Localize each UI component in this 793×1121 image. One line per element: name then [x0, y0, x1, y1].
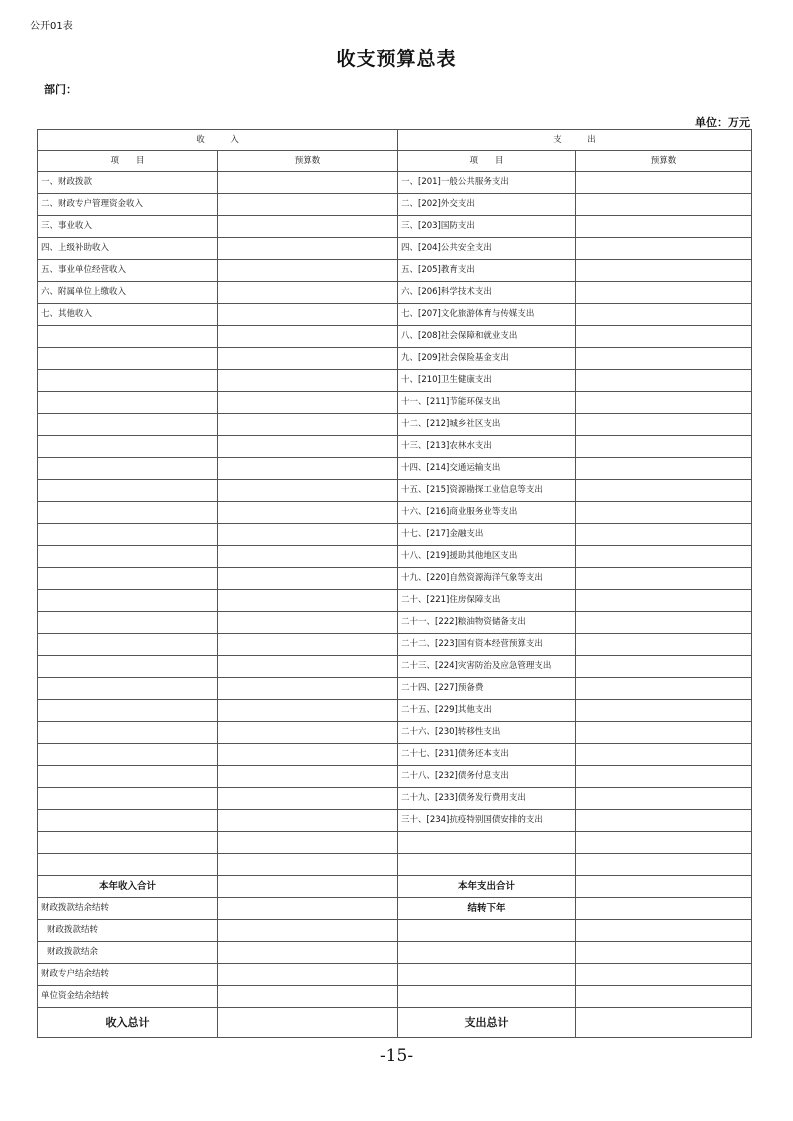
expense-budget-cell [576, 656, 752, 678]
income-header: 收 入 [38, 130, 398, 151]
income-budget-cell [218, 700, 398, 722]
table-row [38, 414, 752, 436]
table-row [38, 370, 752, 392]
expense-item-cell: 一、[201]一般公共服务支出 [398, 172, 576, 194]
income-budget-cell [218, 788, 398, 810]
expense-budget-cell [576, 282, 752, 304]
income-item-cell [38, 392, 218, 414]
income-budget-cell [218, 414, 398, 436]
expense-budget-cell [576, 436, 752, 458]
unit-label: 单位：万元 [695, 116, 750, 129]
expense-item-header: 项 目 [398, 151, 576, 172]
expense-item-cell: 十七、[217]金融支出 [398, 524, 576, 546]
expense-item-cell: 四、[204]公共安全支出 [398, 238, 576, 260]
summary-value-cell [218, 1008, 398, 1038]
expense-budget-cell [576, 568, 752, 590]
expense-budget-cell [576, 722, 752, 744]
summary-row [38, 898, 752, 920]
table-row [38, 766, 752, 788]
income-budget-cell [218, 524, 398, 546]
income-total-year-label: 本年收入合计 [38, 876, 218, 898]
expense-item-cell: 十九、[220]自然资源海洋气象等支出 [398, 568, 576, 590]
summary-value-cell [576, 986, 752, 1008]
expense-item-cell: 十、[210]卫生健康支出 [398, 370, 576, 392]
income-budget-cell [218, 282, 398, 304]
income-item-cell [38, 744, 218, 766]
income-budget-cell [218, 436, 398, 458]
table-row [38, 546, 752, 568]
expense-budget-cell [576, 744, 752, 766]
income-budget-cell [218, 392, 398, 414]
fiscal-surplus-label: 财政拨款结余 [38, 942, 218, 964]
expense-item-cell: 二、[202]外交支出 [398, 194, 576, 216]
summary-value-cell [218, 876, 398, 898]
table-row [38, 722, 752, 744]
expense-item-cell: 二十五、[229]其他支出 [398, 700, 576, 722]
table-row [38, 634, 752, 656]
table-row [38, 524, 752, 546]
income-budget-cell [218, 348, 398, 370]
page-title: 收支预算总表 [336, 48, 457, 70]
income-budget-cell [218, 480, 398, 502]
expense-grand-total-label: 支出总计 [398, 1008, 576, 1038]
table-row [38, 216, 752, 238]
income-item-cell [38, 612, 218, 634]
expense-item-cell: 十八、[219]援助其他地区支出 [398, 546, 576, 568]
income-budget-cell [218, 238, 398, 260]
income-budget-cell [218, 810, 398, 832]
expense-item-cell: 二十九、[233]债务发行费用支出 [398, 788, 576, 810]
income-item-cell: 五、事业单位经营收入 [38, 260, 218, 282]
expense-item-cell: 十三、[213]农林水支出 [398, 436, 576, 458]
table-row [38, 458, 752, 480]
expense-budget-cell [576, 634, 752, 656]
table-row [38, 854, 752, 876]
expense-item-cell: 十五、[215]资源勘探工业信息等支出 [398, 480, 576, 502]
income-item-cell [38, 502, 218, 524]
expense-budget-cell [576, 546, 752, 568]
expense-item-cell: 二十、[221]住房保障支出 [398, 590, 576, 612]
income-item-cell: 七、其他收入 [38, 304, 218, 326]
income-item-cell [38, 854, 218, 876]
expense-budget-cell [576, 524, 752, 546]
income-budget-cell [218, 502, 398, 524]
expense-item-cell: 九、[209]社会保险基金支出 [398, 348, 576, 370]
table-row [38, 788, 752, 810]
income-budget-cell [218, 590, 398, 612]
expense-item-cell: 二十八、[232]债务付息支出 [398, 766, 576, 788]
income-item-cell [38, 436, 218, 458]
income-budget-cell [218, 634, 398, 656]
income-item-cell [38, 590, 218, 612]
expense-item-cell: 二十三、[224]灾害防治及应急管理支出 [398, 656, 576, 678]
expense-budget-cell [576, 260, 752, 282]
income-budget-cell [218, 172, 398, 194]
table-row [38, 194, 752, 216]
department-label: 部门： [44, 83, 77, 96]
expense-item-cell: 二十六、[230]转移性支出 [398, 722, 576, 744]
income-item-cell: 一、财政拨款 [38, 172, 218, 194]
income-budget-header: 预算数 [218, 151, 398, 172]
table-row [38, 326, 752, 348]
income-item-cell [38, 700, 218, 722]
income-budget-cell [218, 678, 398, 700]
table-row [38, 568, 752, 590]
summary-empty-cell [398, 920, 576, 942]
summary-row [38, 942, 752, 964]
expense-budget-cell [576, 172, 752, 194]
summary-value-cell [218, 964, 398, 986]
income-item-cell [38, 414, 218, 436]
fiscal-carry-label: 财政拨款结转 [38, 920, 218, 942]
income-budget-cell [218, 568, 398, 590]
expense-budget-cell [576, 612, 752, 634]
expense-budget-cell [576, 590, 752, 612]
table-row [38, 260, 752, 282]
special-account-carry-label: 财政专户结余结转 [38, 964, 218, 986]
income-item-cell [38, 480, 218, 502]
expense-budget-cell [576, 766, 752, 788]
expense-item-cell: 十一、[211]节能环保支出 [398, 392, 576, 414]
income-budget-cell [218, 260, 398, 282]
summary-empty-cell [398, 986, 576, 1008]
expense-budget-cell [576, 392, 752, 414]
income-budget-cell [218, 304, 398, 326]
summary-row [38, 986, 752, 1008]
income-budget-cell [218, 326, 398, 348]
expense-budget-cell [576, 304, 752, 326]
summary-value-cell [576, 920, 752, 942]
income-item-cell: 四、上级补助收入 [38, 238, 218, 260]
expense-budget-cell [576, 480, 752, 502]
expense-item-cell [398, 832, 576, 854]
income-item-cell [38, 524, 218, 546]
table-row [38, 678, 752, 700]
expense-budget-cell [576, 216, 752, 238]
expense-item-cell: 二十四、[227]预备费 [398, 678, 576, 700]
table-row [38, 832, 752, 854]
table-row [38, 502, 752, 524]
page-number: -15- [379, 1046, 414, 1066]
income-item-cell [38, 832, 218, 854]
income-item-cell [38, 458, 218, 480]
income-grand-total-label: 收入总计 [38, 1008, 218, 1038]
summary-row [38, 1008, 752, 1038]
summary-value-cell [576, 876, 752, 898]
summary-value-cell [218, 986, 398, 1008]
expense-budget-cell [576, 348, 752, 370]
expense-item-cell: 五、[205]教育支出 [398, 260, 576, 282]
table-row [38, 612, 752, 634]
income-budget-cell [218, 546, 398, 568]
income-budget-cell [218, 854, 398, 876]
income-item-cell [38, 810, 218, 832]
carry-next-year-label: 结转下年 [398, 898, 576, 920]
expense-budget-cell [576, 678, 752, 700]
table-row [38, 436, 752, 458]
table-row [38, 238, 752, 260]
income-item-cell [38, 326, 218, 348]
budget-table [37, 129, 752, 1038]
expense-item-cell: 十四、[214]交通运输支出 [398, 458, 576, 480]
expense-item-cell: 六、[206]科学技术支出 [398, 282, 576, 304]
income-item-cell: 三、事业收入 [38, 216, 218, 238]
expense-item-cell: 三十、[234]抗疫特别国债安排的支出 [398, 810, 576, 832]
income-budget-cell [218, 722, 398, 744]
income-item-cell [38, 788, 218, 810]
income-budget-cell [218, 744, 398, 766]
expense-budget-cell [576, 810, 752, 832]
expense-item-cell: 十二、[212]城乡社区支出 [398, 414, 576, 436]
summary-value-cell [218, 898, 398, 920]
table-row [38, 744, 752, 766]
expense-budget-cell [576, 832, 752, 854]
expense-item-cell [398, 854, 576, 876]
income-budget-cell [218, 766, 398, 788]
expense-header: 支 出 [398, 130, 752, 151]
table-row [38, 810, 752, 832]
income-budget-cell [218, 458, 398, 480]
income-budget-cell [218, 656, 398, 678]
expense-item-cell: 三、[203]国防支出 [398, 216, 576, 238]
expense-item-cell: 十六、[216]商业服务业等支出 [398, 502, 576, 524]
income-budget-cell [218, 832, 398, 854]
expense-budget-cell [576, 326, 752, 348]
income-budget-cell [218, 216, 398, 238]
expense-item-cell: 八、[208]社会保障和就业支出 [398, 326, 576, 348]
summary-value-cell [218, 920, 398, 942]
summary-row [38, 920, 752, 942]
income-item-cell [38, 370, 218, 392]
income-item-cell [38, 678, 218, 700]
income-item-cell: 二、财政专户管理资金收入 [38, 194, 218, 216]
summary-value-cell [576, 1008, 752, 1038]
form-code: 公开01表 [30, 21, 73, 32]
expense-budget-cell [576, 238, 752, 260]
table-row [38, 656, 752, 678]
table-row [38, 348, 752, 370]
summary-row [38, 876, 752, 898]
table-row [38, 282, 752, 304]
table-row [38, 172, 752, 194]
expense-item-cell: 二十一、[222]粮油物资储备支出 [398, 612, 576, 634]
unit-fund-carry-label: 单位资金结余结转 [38, 986, 218, 1008]
expense-budget-cell [576, 194, 752, 216]
expense-budget-cell [576, 502, 752, 524]
summary-value-cell [576, 942, 752, 964]
income-item-cell [38, 766, 218, 788]
income-item-cell [38, 546, 218, 568]
summary-empty-cell [398, 964, 576, 986]
carry-over-fiscal-label: 财政拨款结余结转 [38, 898, 218, 920]
expense-budget-header: 预算数 [576, 151, 752, 172]
income-item-cell [38, 656, 218, 678]
table-row [38, 590, 752, 612]
expense-budget-cell [576, 370, 752, 392]
summary-value-cell [218, 942, 398, 964]
table-row [38, 480, 752, 502]
table-row [38, 700, 752, 722]
income-item-cell [38, 568, 218, 590]
expense-budget-cell [576, 414, 752, 436]
summary-row [38, 964, 752, 986]
expense-budget-cell [576, 788, 752, 810]
table-row [38, 304, 752, 326]
expense-budget-cell [576, 700, 752, 722]
income-item-cell [38, 634, 218, 656]
income-item-cell [38, 722, 218, 744]
summary-value-cell [576, 964, 752, 986]
income-item-cell [38, 348, 218, 370]
income-item-cell: 六、附属单位上缴收入 [38, 282, 218, 304]
income-item-header: 项 目 [38, 151, 218, 172]
expense-item-cell: 七、[207]文化旅游体育与传媒支出 [398, 304, 576, 326]
expense-item-cell: 二十七、[231]债务还本支出 [398, 744, 576, 766]
expense-item-cell: 二十二、[223]国有资本经营预算支出 [398, 634, 576, 656]
summary-empty-cell [398, 942, 576, 964]
table-row [38, 392, 752, 414]
expense-total-year-label: 本年支出合计 [398, 876, 576, 898]
expense-budget-cell [576, 458, 752, 480]
income-budget-cell [218, 370, 398, 392]
expense-budget-cell [576, 854, 752, 876]
income-budget-cell [218, 194, 398, 216]
summary-value-cell [576, 898, 752, 920]
income-budget-cell [218, 612, 398, 634]
